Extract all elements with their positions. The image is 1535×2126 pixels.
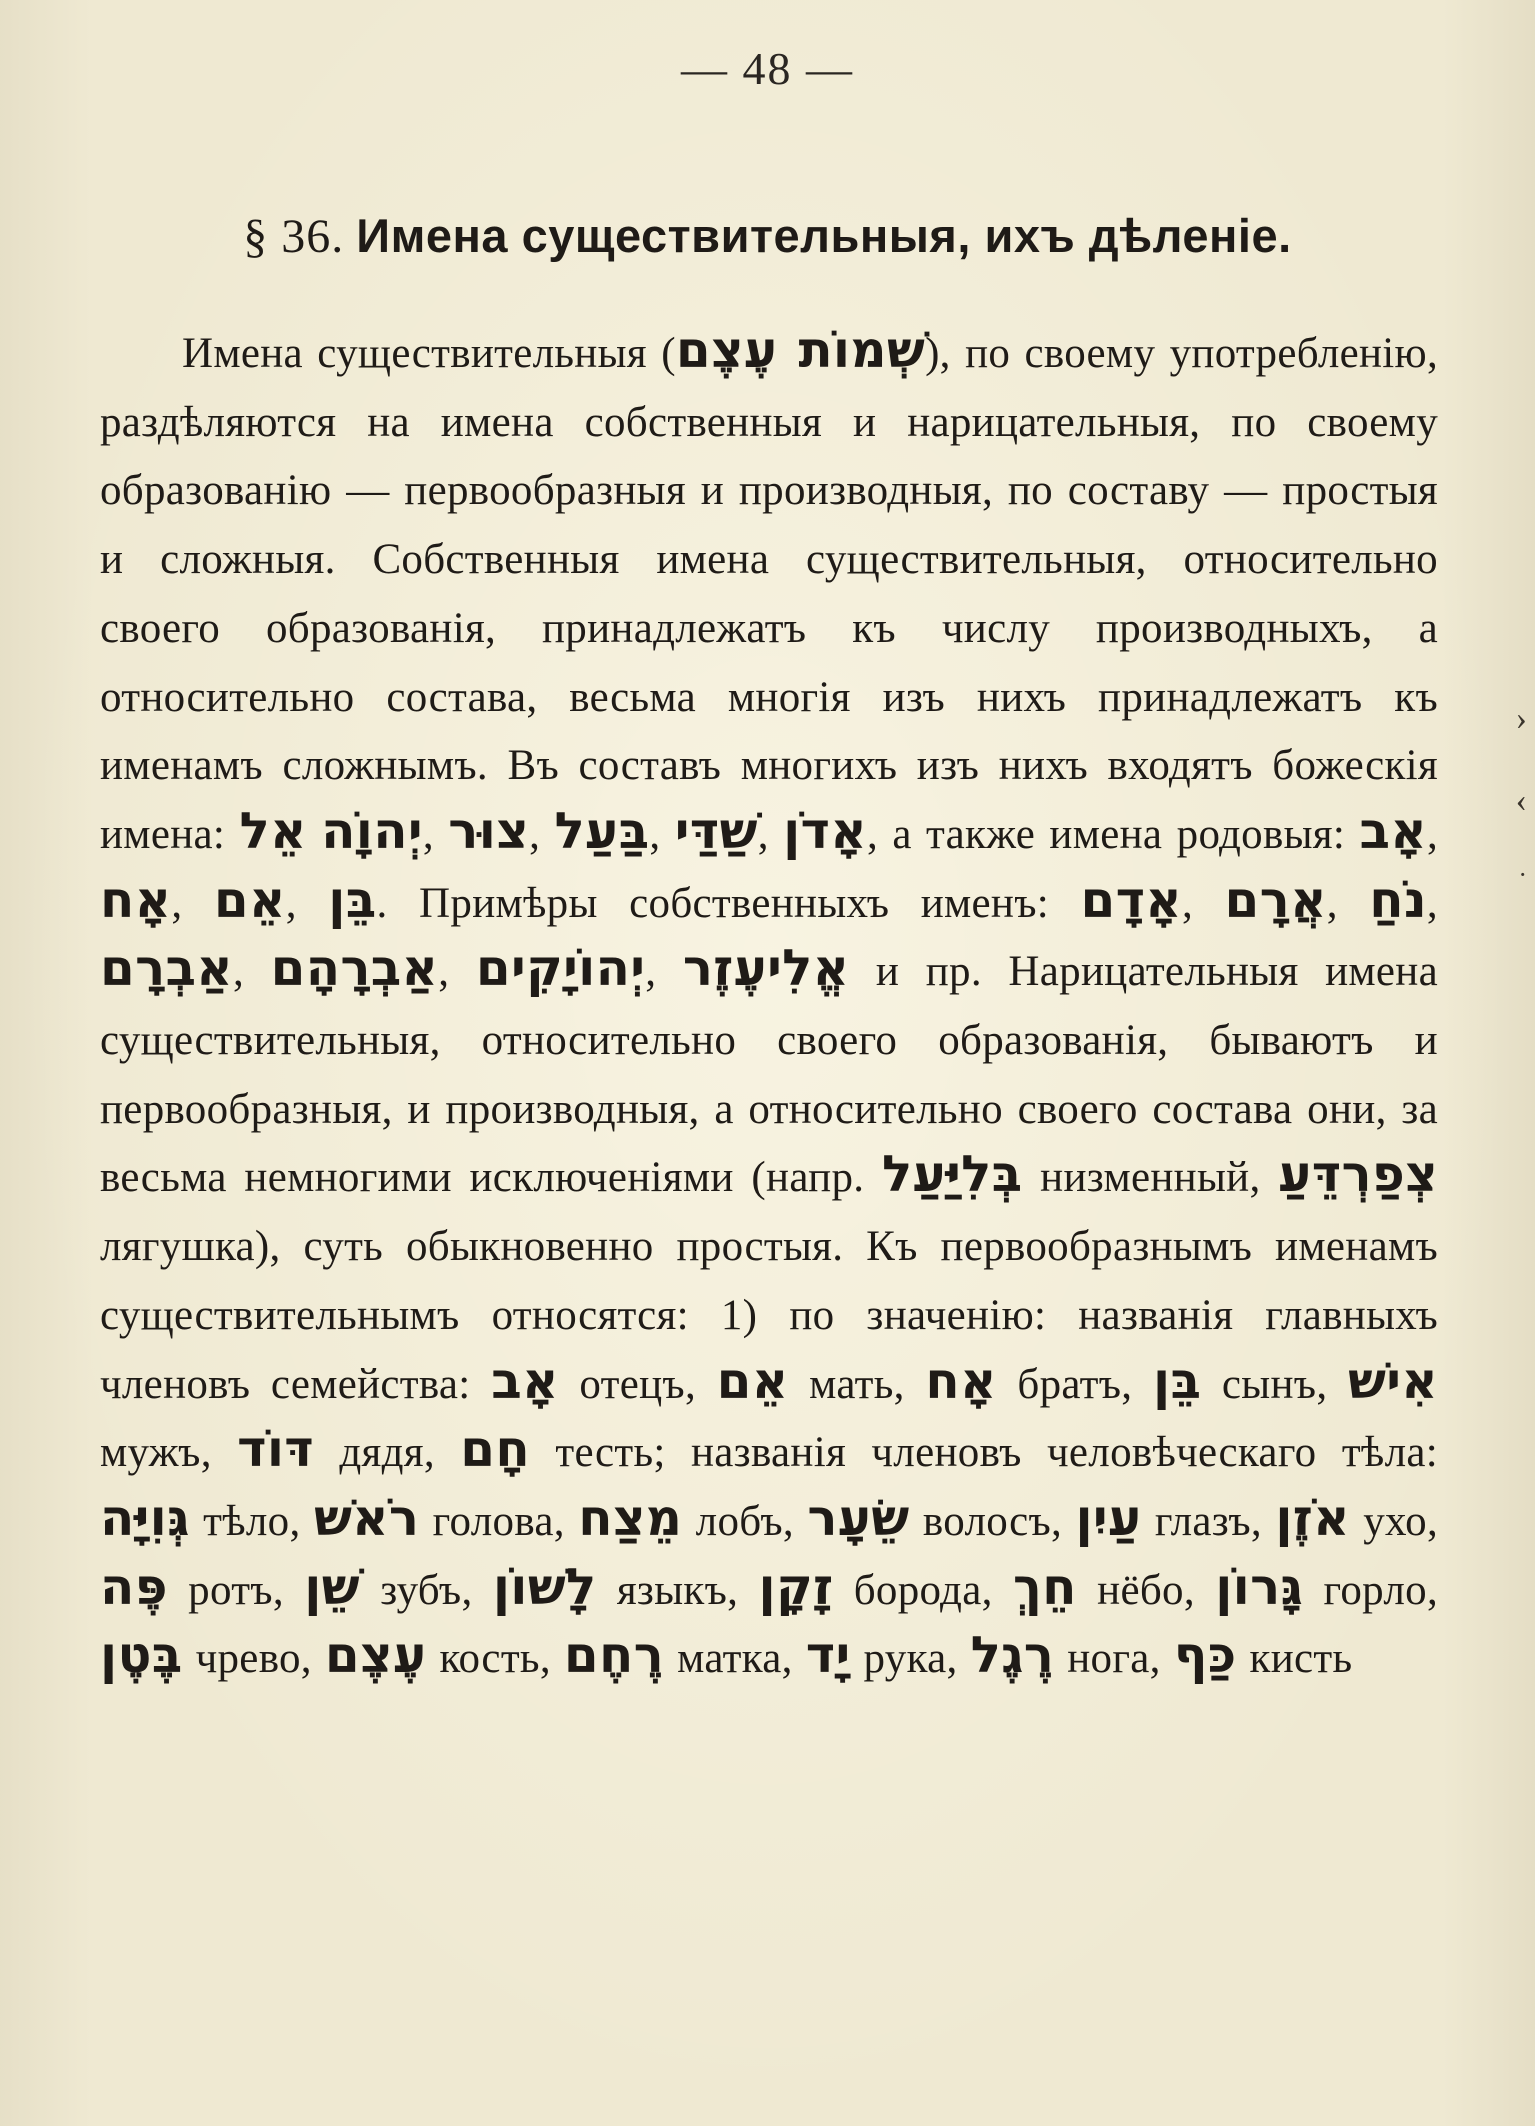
paragraph-text: , [285,879,329,927]
paragraph-text: лягушка), суть обыкновенно простыя. Къ первообразнымъ именамъ существительнымъ относятся: 1) по значенію: названія главныхъ членовъ семейства: [100,1223,1438,1408]
paragraph-text: зубъ, [359,1566,493,1614]
paragraph-text: , [422,810,449,858]
page-number: — 48 — [681,43,854,94]
paragraph-text: рука, [850,1635,971,1683]
paragraph-text: , [1426,810,1438,858]
hebrew-word: אֲרָם [1224,870,1327,929]
hebrew-word: עַיִן [1075,1488,1142,1547]
body-paragraph [100,320,1438,1694]
hebrew-word: גְּוִיָּה [100,1488,190,1547]
hebrew-word: יְהוֹיָקִים [475,939,646,998]
paragraph-text: , [757,810,784,858]
hebrew-word: אָדָם [1080,870,1183,929]
hebrew-word: חֵךְ [1013,1557,1077,1616]
paragraph-text: лобъ, [682,1497,808,1545]
hebrew-word: בְּלִיַּעַל [882,1145,1023,1204]
paragraph-text: нога, [1054,1635,1174,1683]
hebrew-word: רֶחֶם [563,1626,665,1685]
paragraph-text: ), по своему употребленію, раздѣляются на имена собственныя и нарицательныя, по своему образованію — первообразныя и производныя, по составу — простыя и сложныя. Собственныя имена существительныя, относительно своего образованія, принадлежатъ къ числу производныхъ, а относительно состава, весьма многія изъ нихъ принадлежатъ къ именамъ сложнымъ. Въ составъ многихъ изъ нихъ входятъ божескія имена: [100,330,1439,858]
hebrew-word: אֹזֶן [1275,1488,1350,1547]
section-heading [100,208,1435,264]
paragraph-text: , [1182,879,1225,927]
section-title: Имена существительныя, ихъ дѣленіе. [356,209,1292,262]
paragraph-text: ротъ, [167,1566,305,1614]
hebrew-word: פֶּה [100,1557,168,1616]
hebrew-word: אֵל [239,801,307,860]
hebrew-word: אַבְרָהָם [270,939,439,998]
hebrew-word: אָב [491,1351,559,1410]
hebrew-word: נֹחַ [1369,870,1427,929]
hebrew-word: גָּרוֹן [1215,1557,1304,1616]
paragraph-text: , а также имена родовыя: [866,810,1360,858]
paragraph-text: кость, [426,1635,564,1683]
paragraph-text: языкъ, [596,1566,759,1614]
paragraph-text: тесть; названія членовъ человѣческаго тѣла: [530,1429,1438,1477]
paragraph-text: . Примѣры собственныхъ именъ: [376,879,1081,927]
hebrew-word: אָב [1359,801,1427,860]
paragraph-text: , [171,879,214,927]
paragraph-text: Имена существительныя ( [182,330,676,377]
margin-mark: › [1515,700,1527,737]
margin-mark: · [1518,860,1527,889]
hebrew-word: יְהוָֹה [321,801,423,860]
hebrew-word: צוּר [448,801,530,860]
paragraph-text: и пр. Нарицательныя имена существительныя, относительно своего образованія, бываютъ и первообразныя, и производныя, а относительно своего состава они, за весьма немногими исключеніями (напр. [100,948,1438,1202]
paragraph-text: волосъ, [909,1497,1076,1545]
hebrew-word: אַבְרָם [100,939,234,998]
hebrew-word: בֵּן [328,870,377,929]
paragraph-text: кисть [1236,1635,1353,1683]
hebrew-word: אֱלִיעֶזֶר [682,939,850,998]
paragraph-text: глазъ, [1141,1497,1276,1545]
hebrew-word: זָקָן [758,1557,834,1616]
paragraph-text: , [649,810,675,858]
paragraph-text: , [529,810,555,858]
hebrew-word: דּוֹד [237,1420,314,1479]
paragraph-text: тѣло, [189,1497,314,1545]
paragraph-text: борода, [833,1566,1013,1614]
paragraph-text: голова, [419,1497,579,1545]
paragraph-text: дядя, [314,1429,461,1477]
hebrew-word: חָם [460,1420,531,1479]
hebrew-word: אֵם [213,870,286,929]
hebrew-word: עֶצֶם [324,1626,427,1685]
hebrew-word: אִישׁ [1348,1351,1438,1410]
paragraph-text: низменный, [1022,1154,1279,1202]
hebrew-word: בֵּן [1152,1351,1202,1410]
paragraph-text: сынъ, [1201,1360,1349,1408]
paragraph-text: мужъ, [100,1429,238,1477]
hebrew-word: צְפַרְדֵּעַ [1278,1145,1438,1204]
hebrew-word: אָח [100,870,172,929]
section-number: § 36. [243,210,345,263]
paragraph-text: , [1326,879,1370,927]
paragraph-text: нёбо, [1076,1566,1216,1614]
hebrew-word: כַּף [1173,1626,1237,1685]
hebrew-word: שַׁדַּי [674,801,758,860]
paragraph-text: , [1426,879,1438,927]
margin-mark: ‹ [1515,782,1527,819]
paragraph-text: , [645,948,683,996]
paragraph-text: отецъ, [558,1360,717,1408]
hebrew-word: אָדֹן [783,801,867,860]
paragraph-text: , [438,948,476,996]
paragraph-text: братъ, [996,1360,1153,1408]
hebrew-word: שֵׁן [304,1557,360,1616]
paragraph-text: чрево, [182,1635,325,1683]
paragraph-text: горло, [1303,1566,1438,1614]
paragraph-text: ухо, [1349,1497,1439,1545]
hebrew-word: לָשׁוֹן [492,1557,597,1616]
hebrew-word: מֵצַח [578,1488,683,1547]
hebrew-word: רֶגֶל [970,1626,1055,1685]
hebrew-word: אָח [925,1351,997,1410]
hebrew-word: רֹאשׁ [313,1488,420,1547]
margin-marks [1487,700,1527,960]
hebrew-word: שֵׂעָר [807,1488,910,1547]
paragraph-text: мать, [788,1360,926,1408]
hebrew-word: שְׁמוֹת עֶצֶם [675,321,926,379]
hebrew-word: יָד [805,1626,851,1685]
hebrew-word: בַּעַל [554,801,650,860]
paragraph-text: матка, [664,1635,806,1683]
hebrew-word: אֵם [716,1351,789,1410]
paragraph-text [307,811,321,858]
paragraph-text: , [233,948,271,996]
hebrew-word: בֶּטֶן [100,1626,183,1685]
